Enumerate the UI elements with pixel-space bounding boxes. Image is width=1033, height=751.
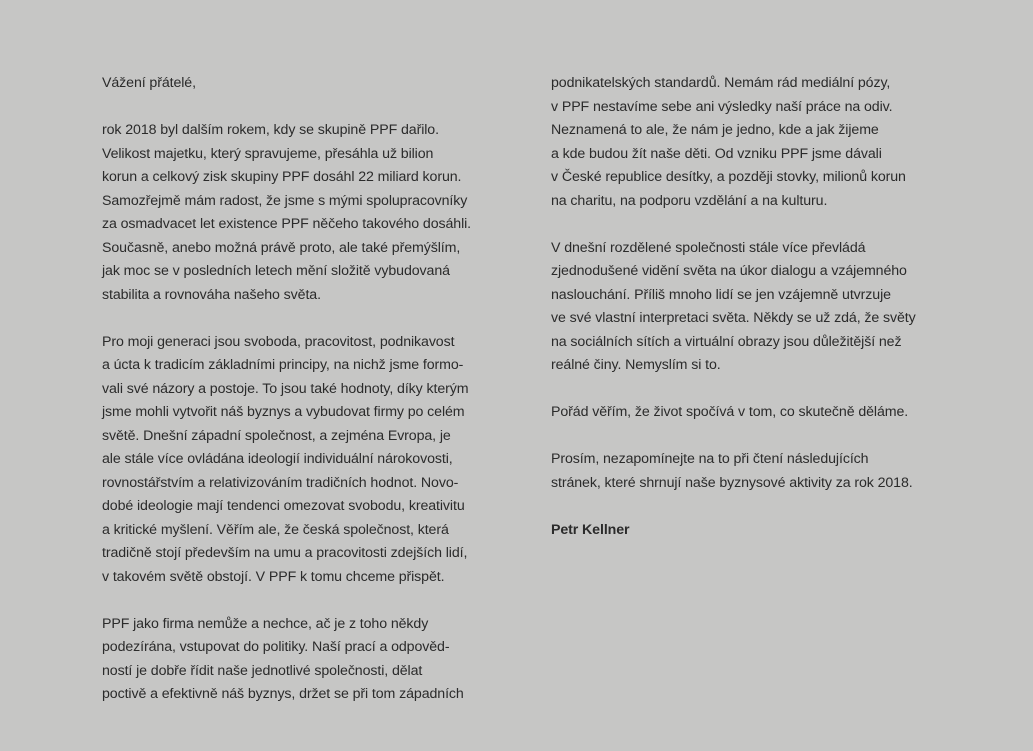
text-line: Pořád věřím, že život spočívá v tom, co skutečně děláme. [551, 404, 909, 420]
text-line: v takovém světě obstojí. V PPF k tomu chceme přispět. [102, 568, 445, 585]
text-line: ve své vlastní interpretaci světa. Někdy se už zdá, že světy [551, 310, 916, 326]
text-line: a úcta k tradicím základními principy, na nichž jsme formo- [102, 357, 464, 373]
text-line: Velikost majetku, který spravujeme, přesáhla už bilion [102, 145, 434, 162]
text-line: ale stále více ovládána ideologií individuální nárokovosti, [102, 451, 453, 467]
text-line: podnikatelských standardů. Nemám rád mediální pózy, [551, 75, 891, 91]
letter-right-column [551, 72, 951, 542]
text-line: korun a celkový zisk skupiny PPF dosáhl 22 miliard korun. [102, 169, 462, 185]
text-line: rovnostářstvím a relativizováním tradičních hodnot. Novo- [102, 474, 459, 491]
text-line: naslouchání. Příliš mnoho lidí se jen vzájemně utvrzuje [551, 286, 891, 303]
letter-left-column [102, 72, 512, 730]
text-line: stránek, které shrnují naše byznysové aktivity za rok 2018. [551, 474, 913, 491]
text-line: a kritické myšlení. Věřím ale, že česká společnost, která [102, 521, 449, 538]
paragraph-politics [102, 613, 512, 707]
paragraph-values [102, 331, 512, 590]
text-line: na charitu, na podporu vzdělání a na kulturu. [551, 192, 828, 209]
text-line: reálné činy. Nemyslím si to. [551, 357, 721, 373]
text-line: Samozřejmě mám radost, že jsme s mými spolupracovníky [102, 192, 468, 209]
text-line: tradičně stojí především na umu a pracovitosti zdejších lidí, [102, 545, 468, 561]
text-line: Pro moji generaci jsou svoboda, pracovitost, podnikavost [102, 333, 455, 350]
text-line: Prosím, nezapomínejte na to při čtení následujících [551, 451, 869, 467]
text-line: jsme mohli vytvořit náš byznys a vybudovat firmy po celém [102, 404, 465, 420]
paragraph-results-2018 [102, 119, 512, 307]
paragraph-belief [551, 401, 951, 425]
paragraph-standards [551, 72, 951, 213]
paragraph-divided-society [551, 237, 951, 378]
text-line: PPF jako firma nemůže a nechce, ač je z toho někdy [102, 615, 429, 632]
greeting-text: Vážení přátelé, [102, 75, 196, 91]
text-line: poctivě a efektivně náš byznys, držet se při tom západních [102, 686, 464, 702]
paragraph-closing [551, 448, 951, 495]
text-line: a kde budou žít naše děti. Od vzniku PPF jsme dávali [551, 145, 882, 162]
text-line: rok 2018 byl dalším rokem, kdy se skupině PPF dařilo. [102, 122, 439, 138]
text-line: dobé ideologie mají tendenci omezovat svobodu, kreativitu [102, 498, 465, 514]
text-line: za osmadvacet let existence PPF něčeho takového dosáhli. [102, 216, 472, 232]
text-line: na sociálních sítích a virtuální obrazy jsou důležitější než [551, 333, 902, 350]
text-line: stabilita a rovnováha našeho světa. [102, 286, 321, 303]
text-line: vali své názory a postoje. To jsou také hodnoty, díky kterým [102, 380, 469, 397]
text-line: světě. Dnešní západní společnost, a zejména Evropa, je [102, 427, 451, 444]
text-line: V dnešní rozdělené společnosti stále více převládá [551, 239, 866, 256]
letter-signature: Petr Kellner [551, 521, 630, 538]
text-line: v PPF nestavíme sebe ani výsledky naší práce na odiv. [551, 98, 893, 115]
text-line: v České republice desítky, a později stovky, milionů korun [551, 169, 906, 185]
text-line: podezírána, vstupovat do politiky. Naší prací a odpověd- [102, 639, 450, 655]
letter-greeting [102, 72, 512, 96]
text-line: jak moc se v posledních letech mění složitě vybudovaná [102, 263, 450, 279]
text-line: Neznamená to ale, že nám je jedno, kde a jak žijeme [551, 122, 879, 138]
text-line: Současně, anebo možná právě proto, ale také přemýšlím, [102, 239, 461, 256]
text-line: ností je dobře řídit naše jednotlivé společnosti, dělat [102, 662, 423, 679]
text-line: zjednodušené vidění světa na úkor dialogu a vzájemného [551, 263, 907, 279]
